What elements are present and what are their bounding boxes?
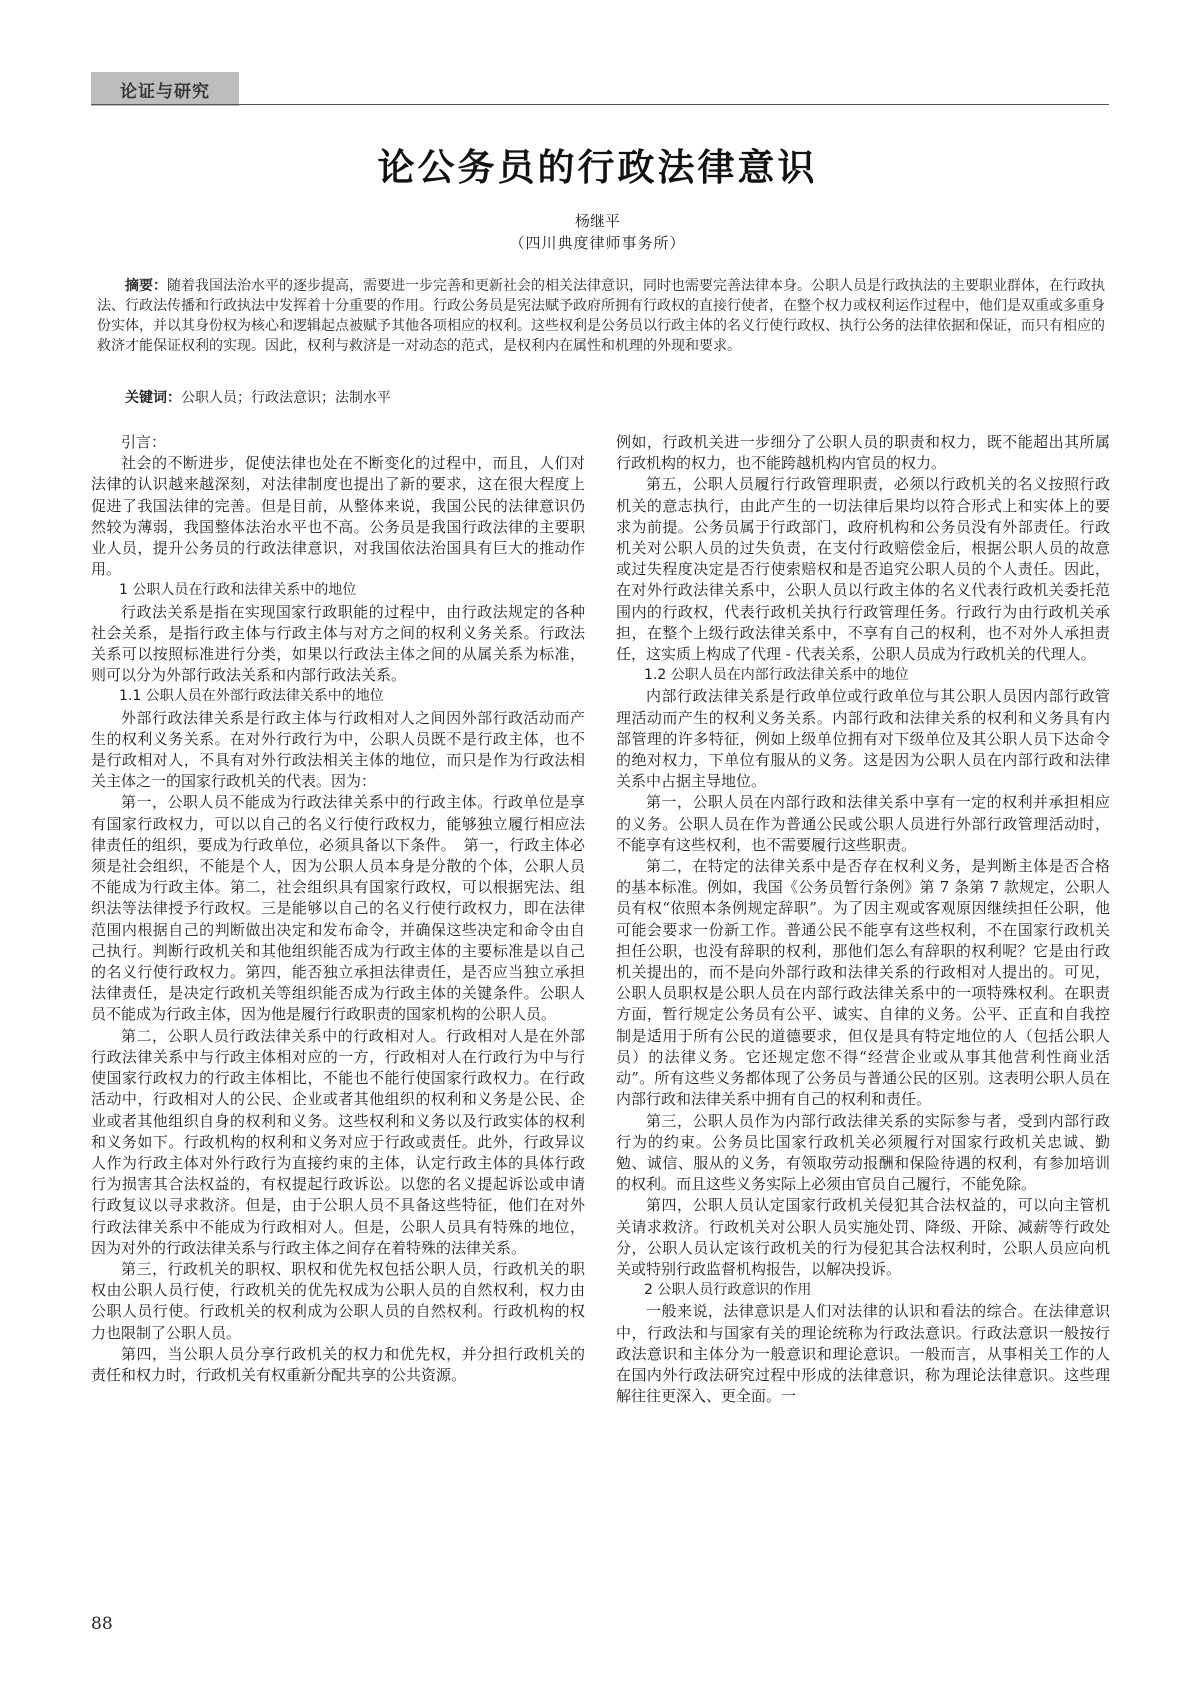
section-heading: 2 公职人员行政意识的作用 bbox=[644, 1282, 812, 1299]
paragraph: 社会的不断进步，促使法律也处在不断变化的过程中，而且，人们对法律的认识越来越深刻，对法律制度也提出了新的要求，这在很大程度上促进了我国法律的完善。但是目前，从整体来说，我国公民的法律意识仍然较为薄弱，我国整体法治水平也不高。公务员是我国行政法律的主要职业人员，提升公务员的行政法律意识，对我国依法治国具有巨大的推动作用。 bbox=[91, 454, 585, 579]
paragraph: 外部行政法律关系是行政主体与行政相对人之间因外部行政活动而产生的权利义务关系。在对外行政行为中，公职人员既不是行政主体，也不是行政相对人，不具有对外行政法相关主体的地位，而只是作为行政法相关主体之一的国家行政机关的代表。因为： bbox=[91, 708, 585, 791]
paragraph: 第四，公职人员认定国家行政机关侵犯其合法权益的，可以向主管机关请求救济。行政机关对公职人员实施处罚、降级、开除、减薪等行政处分，公职人员认定该行政机关的行为侵犯其合法权利时，公职人员应向机关或特别行政监督机构报告，以解决投诉。 bbox=[616, 1196, 1110, 1278]
paragraph: 第五，公职人员履行行政管理职责，必须以行政机关的名义按照行政机关的意志执行，由此产生的一切法律后果均以符合形式上和实体上的要求为前提。公务员属于行政部门，政府机构和公务员没有外部责任。行政机关对公职人员的过失负责，在支付行政赔偿金后，根据公职人员的故意或过失程度决定是否行使索赔权和是否追究公职人员的个人责任。因此，在对外行政法律关系中，公职人员以行政主体的名义代表行政机关委托范围内的行政权，代表行政机关执行行政管理任务。行政行为由行政机关承担，在整个上级行政法律关系中，不享有自己的权利，也不对外人承担责任，这实质上构成了代理 - 代表关系，公职人员成为行政机关的代理人。 bbox=[616, 475, 1110, 664]
article-author: 杨继平 bbox=[574, 212, 620, 230]
paragraph: 第一，公职人员不能成为行政法律关系中的行政主体。行政单位是享有国家行政权力，可以以自己的名义行使行政权力，能够独立履行相应法律责任的组织，要成为行政单位，必须具备以下条件。 第一，行政主体必须是社会组织，不能是个人，因为公职人员本身是分散的个体，公职人员不能成为行政主体。第二，社会组织具有国家行政权，可以根据宪法、组织法等法律授予行政权。三是能够以自己的名义行使行政权力，即在法律范围内根据自己的判断做出决定和发布命令，并确保这些决定和命令由自己执行。判断行政机关和其他组织能否成为行政主体的主要标准是以自己的名义行使行政权力。第四，能否独立承担法律责任，是否应当独立承担法律责任，是决定行政机关等组织能否成为行政主体的关键条件。公职人员不能成为行政主体，因为他是履行行政职责的国家机构的公职人员。 bbox=[91, 793, 585, 1024]
subsection-heading: 1.2 公职人员在内部行政法律关系中的地位 bbox=[644, 667, 909, 684]
article-affiliation: （四川典度律师事务所） bbox=[509, 234, 686, 252]
paragraph: 第一，公职人员在内部行政和法律关系中享有一定的权利并承担相应的义务。公职人员在作为普通公民或公职人员进行外部行政管理活动时，不能享有这些权利，也不需要履行这些职责。 bbox=[616, 793, 1110, 854]
paragraph: 第二，在特定的法律关系中是否存在权利义务，是判断主体是否合格的基本标准。例如，我国《公务员暂行条例》第 7 条第 7 款规定，公职人员有权“依照本条例规定辞职”。为了因主观或客观原因继续担任公职，他可能会要求一份新工作。普通公民不能享有这些权利，不在国家行政机关担任公职，也没有辞职的权利，那他们怎么有辞职的权利呢？它是由行政机关提出的，而不是向外部行政和法律关系的行政相对人提出的。可见，公职人员职权是公职人员在内部行政法律关系中的一项特殊权利。在职责方面，暂行规定公务员有公平、诚实、自律的义务。公平、正直和自我控制是适用于所有公民的道德要求，但仅是具有特定地位的人（包括公职人员）的法律义务。它还规定您不得“经营企业或从事其他营利性商业活动”。所有这些义务都体现了公务员与普通公民的区别。这表明公职人员在内部行政和法律关系中拥有自己的权利和责任。 bbox=[616, 857, 1110, 1109]
article-title: 论公务员的行政法律意识 bbox=[377, 145, 818, 189]
page-number: 88 bbox=[91, 1614, 113, 1634]
section-label-band bbox=[91, 72, 239, 106]
section-label: 论证与研究 bbox=[120, 81, 210, 102]
section-heading: 1 公职人员在行政和法律关系中的地位 bbox=[119, 582, 357, 599]
paragraph: 内部行政法律关系是行政单位或行政单位与其公职人员因内部行政管理活动而产生的权利义务关系。内部行政和法律关系的权利和义务具有内部管理的许多特征，例如上级单位拥有对下级单位及其公职人员下达命令的绝对权力，下单位有服从的义务。这是因为公职人员在内部行政和法律关系中占据主导地位。 bbox=[616, 687, 1110, 791]
abstract-text: 随着我国法治水平的逐步提高，需要进一步完善和更新社会的相关法律意识，同时也需要完善法律本身。公职人员是行政执法的主要职业群体，在行政执法、行政法传播和行政执法中发挥着十分重要的作用。行政公务员是宪法赋予政府所拥有行政权的直接行使者，在整个权力或权利运作过程中，他们是双重或多重身份实体，并以其身份权为核心和逻辑起点被赋予其他各项相应的权利。这些权利是公务员以行政主体的名义行使行政权、执行公务的法律依据和保证，而只有相应的救济才能保证权利的实现。因此，权利与救济是一对动态的范式，是权利内在属性和机理的外现和要求。 bbox=[97, 278, 1105, 354]
header-rule bbox=[91, 104, 1109, 105]
paragraph: 第三，行政机关的职权、职权和优先权包括公职人员，行政机关的职权由公职人员行使，行政机关的优先权成为公职人员的自然权利，权力由公职人员行使。行政机关的权利成为公职人员的自然权利。行政机构的权力也限制了公职人员。 bbox=[91, 1259, 585, 1342]
intro-heading: 引言： bbox=[121, 433, 167, 451]
abstract bbox=[97, 276, 1105, 356]
abstract-label: 摘要： bbox=[125, 278, 167, 294]
paragraph-continued: 例如，行政机关进一步细分了公职人员的职责和权力，既不能超出其所属行政机构的权力，也不能跨越机构内官员的权力。 bbox=[616, 433, 1110, 473]
paragraph: 第二，公职人员行政法律关系中的行政相对人。行政相对人是在外部行政法律关系中与行政主体相对应的一方，行政相对人在行政行为中与行使国家行政权力的行政主体相比，不能也不能行使国家行政权力。在行政活动中，行政相对人的公民、企业或者其他组织的权利和义务是公民、企业或者其他组织自身的权利和义务。这些权利和义务以及行政实体的权利和义务如下。行政机构的权利和义务对应于行政或责任。此外，行政异议人作为行政主体对外行政行为直接约束的主体，认定行政主体的具体行政行为损害其合法权益的，有权提起行政诉讼。以您的名义提起诉讼或申请行政复议以寻求救济。但是，由于公职人员不具备这些特征，他们在对外行政法律关系中不能成为行政相对人。但是，公职人员具有特殊的地位，因为对外的行政法律关系与行政主体之间存在着特殊的法律关系。 bbox=[91, 1026, 585, 1257]
paragraph: 一般来说，法律意识是人们对法律的认识和看法的综合。在法律意识中，行政法和与国家有关的理论统称为行政法意识。行政法意识一般按行政法意识和主体分为一般意识和理论意识。一般而言，从事相关工作的人在国内外行政法研究过程中形成的法律意识，称为理论法律意识。这些理解往往更深入、更全面。一 bbox=[616, 1302, 1110, 1406]
paragraph: 第三，公职人员作为内部行政法律关系的实际参与者，受到内部行政行为的约束。公务员比国家行政机关必须履行对国家行政机关忠诚、勤勉、诚信、服从的义务，有领取劳动报酬和保险待遇的权利，有参加培训的权利。而且这些义务实际上必须由官员自己履行，不能免除。 bbox=[616, 1111, 1110, 1194]
body-column-right bbox=[616, 432, 1110, 1407]
body-column-left bbox=[91, 432, 585, 1386]
keywords-label: 关键词： bbox=[125, 390, 181, 406]
subsection-heading: 1.1 公职人员在外部行政法律关系中的地位 bbox=[119, 688, 384, 705]
paragraph: 行政法关系是指在实现国家行政职能的过程中，由行政法规定的各种社会关系，是指行政主体与行政主体与对方之间的权利义务关系。行政法关系可以按照标准进行分类，如果以行政法主体之间的从属关系为标准，则可以分为外部行政法关系和内部行政法关系。 bbox=[91, 602, 585, 685]
keywords-text: 公职人员；行政法意识；法制水平 bbox=[181, 390, 391, 406]
keywords bbox=[125, 388, 1105, 408]
paragraph: 第四，当公职人员分享行政机关的权力和优先权，并分担行政机关的责任和权力时，行政机关有权重新分配共享的公共资源。 bbox=[91, 1344, 585, 1384]
